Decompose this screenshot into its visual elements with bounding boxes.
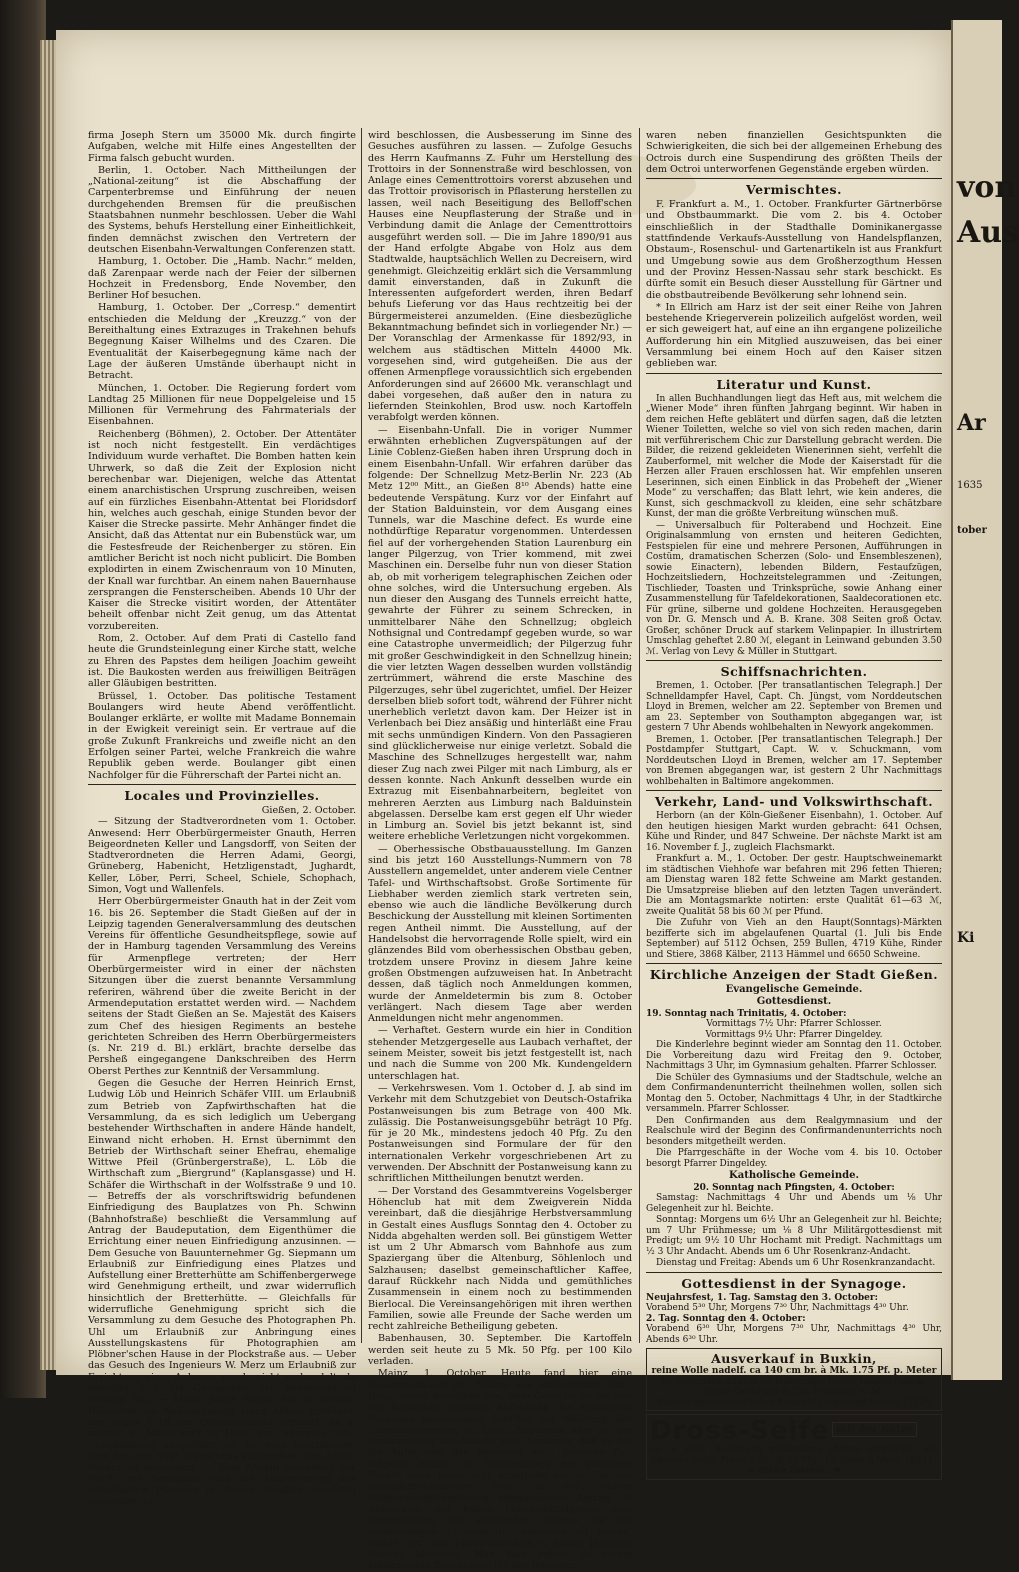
article-frankfurt-markt: Frankfurt a. M., 1. October. Der gestr. Hauptschweinemarkt im städtischen Viehhofe war befahren mit 296 fetten Thieren; am Dienstag waren 182 fette Schweine am Markt gestanden. Die Umsatzpreise blieben auf den letzten Tagen unverändert. Die am Montagsmarkte notirten: erste Qualität 61—63 ℳ, zweite Qualität 58 bis 60 ℳ per Pfund. <box>646 854 942 917</box>
fragment-text: tober <box>957 525 987 536</box>
article-bruessel: Brüssel, 1. October. Das politische Testament Boulangers wird heute Abend veröffentlicht. Boulanger erklärte, er wollte mit Madame Bonnemain in der Ewigkeit vereinigt sein. Er vertraue auf die große Zukunft Frankreichs und zweifle nicht an den Erfolgen seiner Partei, welche Frankreich die wahre Republik geben werde. Boulanger gibt einen Nachfolger für die Führerschaft der Partei nicht an. <box>88 690 356 781</box>
article-hoehenclub: — Der Vorstand des Gesammtvereins Vogelsberger Höhenclub hat mit dem Zweigverein Nidda vereinbart, daß die diesjährige Herbstversammlung in Gestalt eines Ausflugs Sonntag den 4. October zu Nidda abgehalten werden soll. Bei günstigem Wetter ist um 2 Uhr Abmarsch vom Bahnhofe aus zum Spaziergang über die Altenburg, Söhlenloch und Salzhausen; daselbst gemeinschaftlicher Kaffee, darauf Rückkehr nach Nidda und gemüthliches Zusammensein in einem noch zu bestimmenden Bierlocal. Die Vereinsangehörigen mit ihren werthen Familien, sowie alle Freunde der Sache werden um recht zahlreiche Betheiligung gebeten. <box>368 1185 632 1333</box>
fragment-text: 1635 <box>957 480 983 491</box>
fragment-text: Ar <box>957 410 986 436</box>
divider <box>646 178 942 179</box>
ad-line: ist in jeder Beziehung mindestens ebenso vorzüglich wie Döring's Seife. Preis: 1 Stück 30 Pfg., 12 Stück 3 Mark. [8214 <box>650 1445 938 1466</box>
advertisement-buxkin <box>646 1348 942 1411</box>
article-mainz: Mainz, 1. October. Heute fand hier eine Zusammenkunft der Notare von Rheinhessen statt. Hauptzweck derselben war, dem Gesuche an die von der Regierung geplante Aufhebung des hessischen Notariats gemeinsame Schritte zur Wahrung der Standesinteressen zu thun. Allgemein kam in der Versammlung die Ansicht zum Ausdruck, daß es für die Aufhebung des Notariats noch geraume Zeit hingehe, mithin die Existenzfrage der einzelnen Notare noch keine sehr dringliche sei. — Ein von socialdemokratischer Seite in der letzten Stadtverordnetensitzung eingebrachter Antrag, in Anbetracht der hohen Lebensmittelpreise eine Suspendirung des städtischen Octrois auf die nothwendigen Lebensmittel eintreten zu lassen, wurde von dem Finanzausschuß in seiner jüngsten Sitzung berathen. Man kam jedoch zu einem ablehnenden Beschlusse; für den letzteren <box>368 1368 632 1572</box>
ad-line: ☛ Siehe Inserat. ☚ <box>747 1466 841 1477</box>
article-verkehrswesen: — Verkehrswesen. Vom 1. October d. J. ab sind im Verkehr mit dem Schutzgebiet von Deutsch-Ostafrika Postanweisungen bis zum Betrage von 400 Mk. zulässig. Die Postanweisungsgebühr beträgt 10 Pfg. für je 20 Mk., mindestens jedoch 40 Pfg. Zu den Postanweisungen sind Formulare der für den internationalen Verkehr vorgeschriebenen Art zu verwenden. Der Abschnitt der Postanweisung kann zu schriftlichen Mittheilungen benutzt werden. <box>368 1082 632 1185</box>
column-rule <box>639 128 640 1343</box>
service-line: Neujahrsfest, 1. Tag. Samstag den 3. October: <box>646 1292 878 1303</box>
article-wiener-mode: In allen Buchhandlungen liegt das Heft aus, mit welchem die „Wiener Mode“ ihren fünften Jahrgang beginnt. Wir haben in dem reichen Hefte geblätert und dürfen sagen, daß die letzten Wiener Toiletten, welche so viel von sich reden machen, darin mit verführerischem Chic zur Darstellung gebracht werden. Die Bilder, die reizend gekleideten Wienerinnen sieht, verfehlt die Zauberformel, mit welcher die Mode der Kaiserstadt für die Herzen aller Frauen erschlossen hat. Wir empfehlen unseren Leserinnen, sich einen Einblick in das Probeheft der „Wiener Mode“ zu verschaffen; das Blatt lehrt, wie kein anderes, die Kunst, sich geschmackvoll zu kleiden, eine sehr schätzbare Kunst, der man die größte Verbreitung wünschen muß. <box>646 393 942 520</box>
article-oberbuergermeister: Herr Oberbürgermeister Gnauth hat in der Zeit vom 16. bis 26. September die Stadt Gießen auf der in Leipzig tagenden Generalversammlung des deutschen Vereins für öffentliche Gesundheitspflege, sowie auf der in Hamburg tagenden Versammlung des Vereins für Armenpflege vertreten; der Herr Oberbürgermeister wird in einer der nächsten Sitzungen über die zuerst benannte Versammlung referiren, während über die zweite Bericht in der Armendeputation erstattet werden wird. — Nachdem seitens der Stadt Gießen an Se. Majestät des Kaisers zum Chef des hiesigen Regiments an bestehe gerichteten Schreiben des Herrn Oberbürgermeisters (s. Nr. 219 d. Bl.) erklärt, brachte derselbe das Persheß eingegangene Dankschreiben des Herrn Oberst Perthes zur Kenntniß der Versammlung. <box>88 896 356 1077</box>
service-line: Vorabend 5³⁰ Uhr, Morgens 7³⁰ Uhr, Nachmittags 4³⁰ Uhr. <box>646 1303 909 1314</box>
ad-title: Ausverkauf in Buxkin, <box>711 1351 877 1367</box>
section-heading-kirchliche: Kirchliche Anzeigen der Stadt Gießen. <box>649 967 939 983</box>
article-reichenberg: Reichenberg (Böhmen), 2. October. Der Attentäter ist noch nicht festgestellt. Ein verdächtiges Individuum wurde verhaftet. Die Bomben hatten kein Uhrwerk, so daß die Zeit der Explosion nicht berechenbar war. Diejenigen, welche das Attentat einem anarchistischen Ursprung zuschreiben, weisen auf ein fürzliches Eisenbahn-Attentat bei Floridsdorf hin, welches auch geschah, einige Stunden bevor der Kaiser die Strecke passirte. Mehr Anhänger findet die Ansicht, daß das Attentat nur ein Bubenstück war, um die Festesfreude der Reichenberger zu stören. Ein amtlicher Bericht ist noch nicht publicirt. Die Bomben explodirten in einem Zwischenraum von 10 Minuten, der Knall war furchtbar. An einem nahen Bauernhause zersprangen die Fensterscheiben. Abends 10 Uhr der Kaiser die Strecke visitirt worden, der Attentäter beheilt offenbar nicht Zeit genug, um das Attentat vorzubereiten. <box>88 428 356 632</box>
divider <box>646 373 942 374</box>
service-line: Vorabend 6³⁰ Uhr, Morgens 7³⁰ Uhr, Nachmittags 4³⁰ Uhr, Abends 6³⁰ Uhr. <box>646 1324 942 1345</box>
section-heading-locales: Locales und Provinzielles. <box>124 787 320 803</box>
ad-line: reine Wolle nadelf. ca 140 cm br. à Mk. 1.75 Pf. p. Meter <box>651 1366 937 1377</box>
notice-sonntag: Sonntag: Morgens um 6½ Uhr an Gelegenheit zur hl. Beichte; um 7 Uhr Frühmesse; um ⅛ 8 Uhr Militärgottesdienst mit Predigt; um 9½ 10 Uhr Hochamt mit Predigt. Nachmittags um ½ 3 Uhr Andacht. Abends um 6 Uhr Rosenkranz-Andacht. <box>646 1215 942 1257</box>
article-universalbuch: — Universalbuch für Polterabend und Hochzeit. Eine Originalsammlung von ernsten und heiteren Gedichten, Festspielen für eine und mehrere Personen, Aufführungen in Costüm, dramatischen Scherzen (Solo- und Ensembleszenen), sowie Einactern), lebenden Bildern, Festaufzügen, Hochzeitsliedern, Hochzeitstelegrammen und -Zeitungen, Tischlieder, Toasten und Trinksprüche, sowie Anhang einer Zusammenstellung für Tafeldekorationen, Saaldecorationen etc. Für grüne, silberne und goldene Hochzeiten. Herausgegeben von Dr. G. Mensch und A. B. Krane. 308 Seiten groß Octav. Großer, schöner Druck auf starkem Velinpapier. In illustrirtem Umschlag geheftet 2.80 ℳ, elegant in Leinwand gebunden 3.50 ℳ. Verlag von Levy & Müller in Stuttgart. <box>646 520 942 657</box>
adjacent-page-fragment <box>951 20 1019 1380</box>
article-eisenbahn-unfall: — Eisenbahn-Unfall. Die in voriger Nummer erwähnten erheblichen Zugverspätungen auf der Linie Coblenz-Gießen haben ihren Ursprung doch in einem Eisenbahn-Unfall. Wir erfahren darüber das folgende: Der Schnellzug Metz-Berlin Nr. 223 (Ab Metz 12⁰⁰ Mitt., an Gießen 8¹⁰ Abends) hatte eine bedeutende Verspätung. Kurz vor der Einfahrt auf der Station Balduinstein, vor dem Ausgang eines Tunnels, war die Maschine defect. Es wurde eine nothdürftige Reparatur vorgenommen. Unterdessen fiel auf der vorhergehenden Station Laurenburg ein langer Pilgerzug, von Trier kommend, mit zwei Maschinen ein. Derselbe fuhr nun von dieser Station ab, ob mit vorherigem telegraphischen Zeichen oder ohne solches, wird die Untersuchung ergeben. Als nun dieser den Ausgang des Tunnels erreicht hatte, gewahrte der Führer zu seinem Schrecken, in unmittelbarer Nähe den Schnellzug; obgleich Nothsignal und Contredampf gegeben wurde, so war eine Catastrophe unvermeidlich; der Pilgerzug fuhr mit großer Geschwindigkeit in den Schnellzug hinein; die vier letzten Wagen desselben wurden vollständig zertrümmert, während die erste Maschine des Pilgerzuges, sehr übel zugerichtet, umfiel. Der Heizer derselben blieb sofort todt, während der Führer nicht unerheblich verletzt davon kam. Der Heizer ist in Verlenbach bei Diez ansäßig und hinterläßt eine Frau mit sechs unmündigen Kindern. Von den Passagieren sind glücklicherweise nur einige verletzt. Sobald die Maschine des Schnellzuges hergestellt war, nahm dieser Zug nach zwei Pilger mit nach Limburg, als er dessen konnte. Nach Ankunft desselben wurde ein Extrazug mit Eisenbahnarbeitern, begleitet von mehreren Aerzten aus Limburg nach Balduinstein abgelassen. Derselbe kam erst gegen elf Uhr wieder in Limburg an. Soviel bis jetzt bekannt ist, sind weitere erhebliche Verletzungen nicht vorgekommen. <box>368 424 632 843</box>
column-3 <box>646 130 942 1477</box>
divider <box>646 1272 942 1273</box>
service-line: 19. Sonntag nach Trinitatis, 4. October: <box>646 1008 847 1019</box>
section-heading-vermischtes: Vermischtes. <box>746 182 842 198</box>
article-obstbauausstellung: — Oberhessische Obstbauausstellung. Im Ganzen sind bis jetzt 160 Ausstellungs-Nummern von 78 Ausstellern angemeldet, unter anderem viele Centner Tafel- und Wirthschaftsobst. Große Sortimente für Liebhaber werden ziemlich stark vertreten sein, ebenso wie auch die ländliche Bevölkerung durch Beschickung der Ausstellung mit kleinen Sortimenten regen Antheil nimmt. Die Ausstellung, auf der Handelsobst die hervorragende Rolle spielt, wird ein glänzendes Bild vom oberhessischen Obstbau geben, trotzdem unsere Provinz in diesem Jahre keine großen Obstmengen aufzuweisen hat. In Anbetracht dessen, daß täglich noch Anmeldungen kommen, wurde der Anmeldetermin bis zum 8. October verlängert. Nach diesem Tage aber werden Anmeldungen nicht mehr angenommen. <box>368 843 632 1025</box>
ad-badge: mit der Katze <box>832 1422 916 1437</box>
advertisement-dross-seife <box>646 1414 942 1480</box>
article-text: firma Joseph Stern um 35000 Mk. durch fingirte Aufgaben, welche mit Hilfe eines Angestellten der Firma falsch gebucht wurden. <box>88 130 356 164</box>
article-rom: Rom, 2. October. Auf dem Prati di Castello fand heute die Grundsteinlegung einer Kirche statt, welche zu Ehren des Papstes dem heiligen Joachim geweiht ist. Die Baukosten werden aus freiwilligen Beiträgen aller Gläubigen bestritten. <box>88 633 356 690</box>
article-continued: wird beschlossen, die Ausbesserung im Sinne des Gesuches ausführen zu lassen. — Zufolge Gesuchs des Herrn Kaufmanns Z. Fuhr um Herstellung des Trottoirs in der Sonnenstraße wird beschlossen, von Anlage eines Cementtrottoirs vorerst abzusehen und das Trottoir provisorisch in Pflasterung herstellen zu lassen, weil nach Beseitigung des Belloff'schen Hauses eine Neupflasterung der Straße und in Verbindung damit die Anlage der Cementtrottoirs ausgeführt werden soll. — Die im Jahre 1890/91 aus der Hand erfolgte Abgabe von Holz aus dem Stadtwalde, hauptsächlich Wellen zu Decreisern, wird genehmigt. Gleichzeitig erklärt sich die Versammlung damit einverstanden, daß in Zukunft die Interessenten aufgefordert werden, ihren Bedarf behufs Lieferung vor das Haus rechtzeitig bei der Bürgermeisterei anzumelden. (Eine diesbezügliche Bekanntmachung befindet sich in vorliegender Nr.) — Der Voranschlag der Armenkasse für 1892/93, in welchem aus städtischen Mitteln 44000 Mk. vorgesehen sind, wird gutgeheißen. Die aus der offenen Armenpflege voraussichtlich sich ergebenden Anforderungen sind auf 26600 Mk. veranschlagt und dabei vorgesehen, daß außer den in natura zu liefernden Steinkohlen, Brod usw. noch Kartoffeln verabfolgt werden können. <box>368 130 632 424</box>
notice-kinderlehre: Die Kinderlehre beginnt wieder am Sonntag den 11. October. Die Vorbereitung dazu wird Freitag den 9. October, Nachmittags 3 Uhr, im Gymnasium gehalten. Pfarrer Schlosser. <box>646 1040 942 1072</box>
notice-dienstag: Dienstag und Freitag: Abends um 6 Uhr Rosenkranzandacht. <box>656 1258 936 1269</box>
fragment-text: Aus <box>957 215 1019 250</box>
divider <box>646 660 942 661</box>
section-heading-literatur: Literatur und Kunst. <box>716 376 872 392</box>
ad-line: ca versenden directe an Jedermann Erstes Buxkin-Fabrik-Dépôt Oettinger & Co., Frankfurt a. M. <box>661 1376 927 1398</box>
article-hamburg-2: Hamburg, 1. October. Der „Corresp.“ dementirt entschieden die Meldung der „Kreuzzg.“ von der Bereithaltung eines Extrazuges in Trakehnen behufs Begegnung Kaiser Wilhelms und des Czaren. Die Eventualität der Kaiserbegegnung käme nach der Lage der äußeren Umstände überhaupt nicht in Betracht. <box>88 302 356 382</box>
column-2 <box>368 130 632 1572</box>
section-heading-schiffsnachrichten: Schiffsnachrichten. <box>720 664 868 680</box>
subheading-gottesdienst: Gottesdienst. <box>756 996 832 1008</box>
article-stadtverordneten: — Sitzung der Stadtverordneten vom 1. October. Anwesend: Herr Oberbürgermeister Gnauth, Herren Beigeordneten Keller und Langsdorff, von Seiten der Stadtverordneten die Herren Adami, Georgi, Grüneberg, Habenicht, Hetzligenstadt, Jughardt, Keller, Löber, Perri, Scheel, Schiele, Schophach, Simon, Vogt und Wallenfels. <box>88 816 356 895</box>
service-line: Vormittags 9½ Uhr: Pfarrer Dingeldey. <box>705 1029 883 1040</box>
service-line: Vormittags 7½ Uhr: Pfarrer Schlosser. <box>706 1019 882 1030</box>
divider <box>646 790 942 791</box>
subheading-katholisch: Katholische Gemeinde. <box>729 1170 859 1182</box>
service-line: 2. Tag. Sonntag den 4. October: <box>646 1313 806 1324</box>
ad-headline: Dross-Seife <box>650 1416 830 1447</box>
divider <box>88 784 356 785</box>
article-herborn: Herborn (an der Köln-Gießener Eisenbahn), 1. October. Auf den heutigen hiesigen Markt wurden gebracht: 641 Ochsen, Kühe und Rinder, und 847 Schweine. Der nächste Markt ist am 16. November f. J., zugleich Flachsmarkt. <box>646 811 942 853</box>
service-line: 20. Sonntag nach Pfingsten, 4. October: <box>693 1182 895 1193</box>
fragment-text: von <box>957 170 1017 205</box>
article-hamburg-1: Hamburg, 1. October. Die „Hamb. Nachr.“ melden, daß Zarenpaar werde nach der Feier der silbernen Hochzeit in Fredensborg, Ende November, den Berliner Hof besuchen. <box>88 256 356 302</box>
section-heading-verkehr: Verkehr, Land- und Volkswirthschaft. <box>654 794 934 810</box>
article-gesuche: Gegen die Gesuche der Herren Heinrich Ernst, Ludwig Löb und Heinrich Schäfer VIII. um Erlaubniß zum Betrieb von Zapfwirthschaften hat die Versammlung, da es sich lediglich um Uebergang bestehender Wirthschaften in andere Hände handelt, Einwand nicht erhoben. H. Ernst übernimmt den Betrieb der Wirthschaft seiner Ehefrau, ehemalige Wittwe Pfeil (Grünbergerstraße), L. Löb die Wirthschaft zum „Biergrund“ (Kaplansgasse) und H. Schäfer die Wirthschaft in der Wolfsstraße 9 und 10. — Betreffs der als vorschriftswidrig befundenen Einfriedigung des Bauplatzes von Ph. Schwinn (Bahnhofstraße) beschließt die Versammlung auf Antrag der Baudeputation, dem Eigenthümer die Errichtung einer neuen Einfriedigung anzusinnen. — Dem Gesuche von Bauunternehmer Gg. Siepmann um Erlaubniß zur Einfriedigung eines Platzes und Aufstellung einer Bretterhütte am Schiffenbergerwege wird Genehmigung ertheilt, und zwar widerruflich hinsichtlich der Bretterhütte. — Gleichfalls für widerrufliche Genehmigung spricht sich die Versammlung zu dem Gesuche des Photographen Ph. Uhl um Erlaubniß zur Anbringung eines Ausstellungskastens für Photographien am Plöbner'schen Hause in der Plockstraße aus. — Ueber das Gesuch des Ingenieurs W. Merz um Erlaubniß zur Errichtung eines Anbaues wurde nicht verhandelt, da dasselbe sich als Competenz der Baudeputation erledigt hat. — Maler Julius Bogler hat an seinem Häuschen am Nahrungsberg einen Anbau errichtet, der gegen § 16 des Ortsbaustatuts verstößt, da h. aufzert in Mauerwerk in Holz, und überdies ohne Genehmigung ausgeführt ist. Es wird beschlossen, dem Besitzer frägl. Häuschens aufzugeben, den Anbau wieder zu beseitigen. — Eine Anzahl Bewohner der Nord- und Sandgasse sind um Ausbesserung des schadhaften Pflasters in diesen Straßen vorstellig geworden; es <box>88 1078 356 1508</box>
article-babenhausen: Babenhausen, 30. September. Die Kartoffeln werden seit heute zu 5 Mk. 50 Pfg. per 100 Kilo verladen. <box>368 1333 632 1368</box>
article-bremen-2: Bremen, 1. October. [Per transatlantischen Telegraph.] Der Postdampfer Stuttgart, Capt. W. v. Schuckmann, vom Norddeutschen Lloyd in Bremen, welcher am 17. September von Bremen abgegangen war, ist gestern 2 Uhr Nachmittags wohlbehalten in Baltimore angekommen. <box>646 734 942 787</box>
article-bremen-1: Bremen, 1. October. [Per transatlantischen Telegraph.] Der Schnelldampfer Havel, Capt. Ch. Jüngst, vom Norddeutschen Lloyd in Bremen, welcher am 22. September von Bremen und am 23. September von Southampton abgegangen war, ist gestern 7 Uhr Abends wohlbehalten in Newyork angekommen. <box>646 681 942 734</box>
article-verhaftet: — Verhaftet. Gestern wurde ein hier in Condition stehender Metzgergeselle aus Laubach verhaftet, der seinem Meister, soweit bis jetzt festgestellt ist, nach und nach die Summe von 200 Mk. Kundengeldern unterschlagen hat. <box>368 1025 632 1082</box>
article-continued: waren neben finanziellen Gesichtspunkten die Schwierigkeiten, die sich bei der allgemeinen Erhebung des Octrois durch eine Suspendirung des größten Theils der dem Octroi unterworfenen Gegenstände ergeben würden. <box>646 130 942 175</box>
article-frankfurt: F. Frankfurt a. M., 1. October. Frankfurter Gärtnerbörse und Obstbaummarkt. Die vom 2. bis 4. October einschließlich in der Stadthalle Dominikanergasse stattfindende Verkaufs-Ausstellung von Handelspflanzen, Obstaum-, Rosenschul- und Gartenartikeln ist aus Frankfurt und Umgebung sowie aus dem Großherzogthum Hessen und der Provinz Hessen-Nassau sehr stark beschickt. Es dürfte somit ein Besuch dieser Ausstellung für Gärtner und die obstbautreibende Bevölkerung sehr lohnend sein. <box>646 199 942 301</box>
notice-samstag: Samstag: Nachmittags 4 Uhr und Abends um ⅛ Uhr Gelegenheit zur hl. Beichte. <box>646 1193 942 1214</box>
dateline: Gießen, 2. October. <box>261 804 356 816</box>
subheading-evangelisch: Evangelische Gemeinde. <box>725 984 863 996</box>
column-rule <box>361 128 362 1343</box>
article-ellrich: * In Ellrich am Harz ist der seit einer Reihe von Jahren bestehende Kriegerverein polizeilich aufgelöst worden, weil er sich geweigert hat, auf eine an ihn ergangene polizeiliche Aufforderung hin ein Mitglied auszuweisen, das bei einer Versammlung bei einem Hoch auf den Kaiser sitzen geblieben war. <box>646 301 942 370</box>
section-heading-synagoge: Gottesdienst in der Synagoge. <box>681 1275 907 1291</box>
column-1 <box>88 130 356 1508</box>
notice-realgymnasium: Den Confirmanden aus dem Realgymnasium und der Realschule wird der Beginn des Confirmandenunterrichts noch besonders mitgetheilt werden. <box>646 1115 942 1147</box>
notice-pfarrgeschaefte: Die Pfarrgeschäfte in der Woche vom 4. bis 10. October besorgt Pfarrer Dingeldey. <box>646 1148 942 1169</box>
article-zufuhr: Die Zufuhr von Vieh an den Haupt(Sonntags)-Märkten bezifferte sich im abgelaufenen Quartal (1. Juli bis Ende September) auf 5112 Ochsen, 259 Bullen, 4719 Kühe, Rinder und Stiere, 3868 Kälber, 2113 Hämmel und 6650 Schweine. <box>646 918 942 960</box>
notice-confirmanden: Die Schüler des Gymnasiums und der Stadtschule, welche an dem Confirmandenunterricht theilnehmen wollen, sollen sich Montag den 5. October, Nachmittags 4 Uhr, in der Stadtkirche versammeln. Pfarrer Schlosser. <box>646 1072 942 1115</box>
article-berlin: Berlin, 1. October. Nach Mittheilungen der „National-zeitung“ ist die Abschaffung der Carpenterbremse und Einführung der neuen durchgehenden Bremsen für die preußischen Staatsbahnen nunmehr beschlossen. Ueber die Wahl des Systems, behufs Herstellung einer Einheitlichkeit, finden demnächst zwischen den Vertretern der deutschen Eisenbahn-Verwaltungen Conferenzen statt. <box>88 164 356 255</box>
fragment-text: Ki <box>957 930 975 946</box>
divider <box>646 963 942 964</box>
ad-line: Muster unserer reichsten Auswahl umgehend franco. [7125 <box>657 1397 931 1408</box>
article-muenchen: München, 1. October. Die Regierung fordert vom Landtag 25 Millionen für neue Doppelgeleise und 15 Millionen für Vermehrung des Fahrmaterials der Eisenbahnen. <box>88 382 356 428</box>
